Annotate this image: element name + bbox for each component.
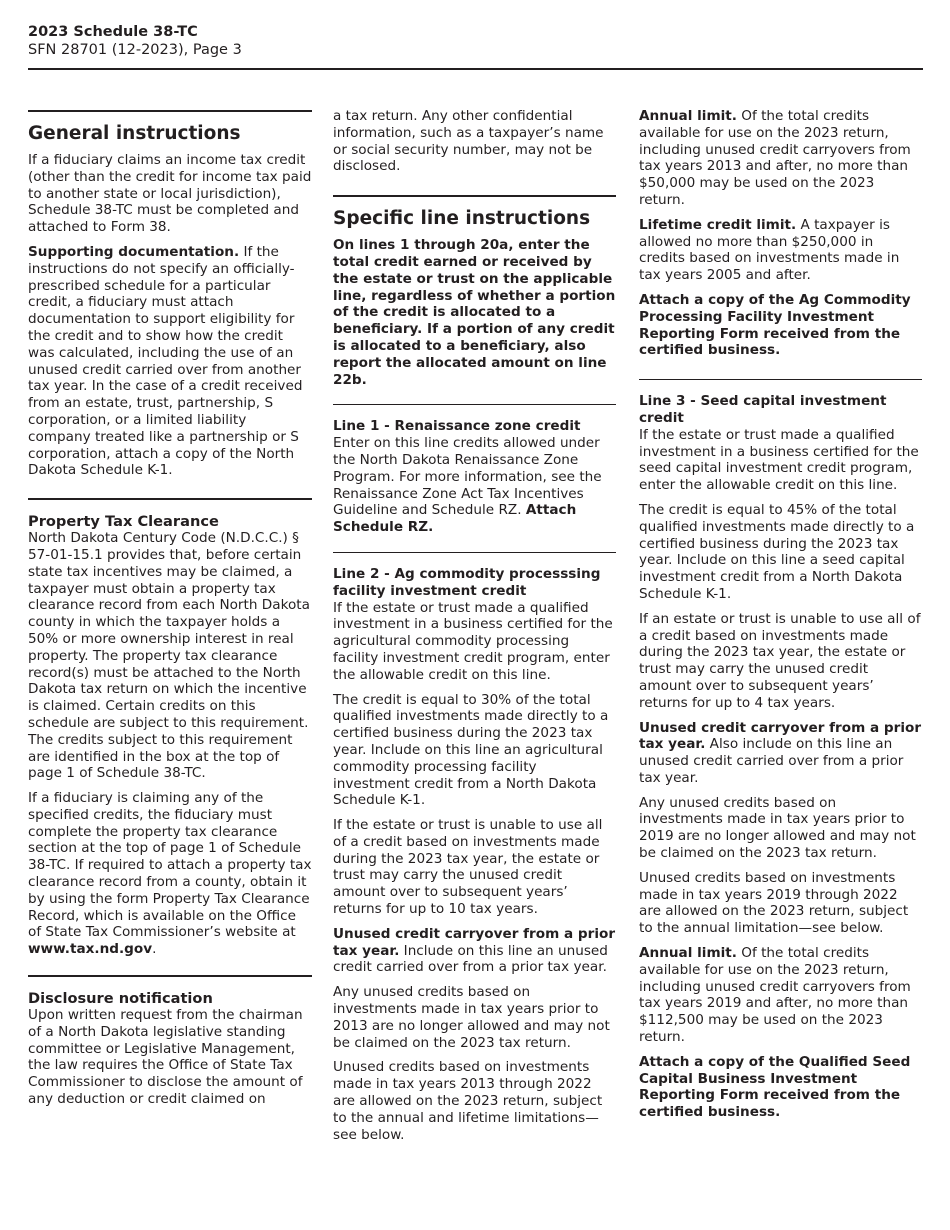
line-3-text-1: If the estate or trust made a qualified investment in a business certified for the seed capital investment credit program, enter the allowable credit on this line. bbox=[639, 426, 919, 494]
line-3-text-3: If an estate or trust is unable to use all of a credit based on investments made during the 2023 tax year, the estate or trust may carry the unused credit amount over to subsequent years’ returns for up to 4 tax years. bbox=[639, 610, 921, 711]
line-divider bbox=[639, 379, 922, 380]
annual-limit-text: Annual limit. Of the total credits available for use on the 2023 return, including unused credit carryovers from tax years 2013 and after, no more than $50,000 may be used on the 2023 return. bbox=[639, 108, 911, 208]
section-divider bbox=[333, 195, 616, 197]
section-divider bbox=[28, 498, 312, 500]
property-tax-clearance-text-2: If a fiduciary is claiming any of the specified credits, the fiduciary must complete the property tax clearance section at the top of page 1 of Schedule 38-TC. If required to attach a property tax clearance record from a county, obtain it by using the form Property Tax Clearance Record, which is available on the Office of State Tax Commissioner’s website at www.tax.nd.gov. bbox=[28, 790, 312, 958]
general-instructions-text: If a fiduciary claims an income tax credit (other than the credit for income tax paid to another state or local jurisdiction), Schedule 38-TC must be completed and attached to Form 38. bbox=[28, 152, 312, 236]
line-1-heading: Line 1 - Renaissance zone credit bbox=[333, 418, 581, 435]
property-tax-clearance-heading: Property Tax Clearance bbox=[28, 513, 219, 531]
specific-line-instructions-text: On lines 1 through 20a, enter the total credit earned or received by the estate or trust on the applicable line, regardless of whether a portion of the credit is allocated to a beneficiary. If a portion of any credit is allocated to a beneficiary, also report the allocated amount on line 22b. bbox=[333, 237, 616, 388]
lifetime-limit-text: Lifetime credit limit. A taxpayer is allowed no more than $250,000 in credits based on investments made in tax years 2005 and after. bbox=[639, 216, 900, 284]
disclosure-continued-text: a tax return. Any other confidential information, such as a taxpayer’s name or social security number, may not be disclosed. bbox=[333, 108, 604, 175]
line-2-text-2: The credit is equal to 30% of the total qualified investments made directly to a certified business during the 2023 tax year. Include on this line an agricultural commodity processing facility investment credit from a North Dakota Schedule K-1. bbox=[333, 691, 609, 809]
line-3-carryover-text: Unused credit carryover from a prior tax year. Also include on this line an unused credit carried over from a prior tax year. bbox=[639, 719, 922, 786]
line-2-text-6: Unused credits based on investments made in tax years 2013 through 2022 are allowed on the 2023 return, subject to the annual and lifetime limitations—see below. bbox=[333, 1059, 603, 1143]
supporting-documentation-text: Supporting documentation. If the instructions do not specify an officially-prescribed schedule for a particular credit, a fiduciary must attach documentation to support eligibility for the credit and to show how the credit was calculated, including the use of an unused credit carried over from another tax year. In the case of a credit received from an estate, trust, partnership, S corporation, or a limited liability company treated like a partnership or S corporation, attach a copy of the North Dakota Schedule K-1. bbox=[28, 243, 303, 479]
line-2-heading: Line 2 - Ag commodity processsing facility investment credit bbox=[333, 565, 601, 599]
line-3-text-2: The credit is equal to 45% of the total qualified investments made directly to a certified business during the 2023 tax year. Include on this line a seed capital investment credit from a North Dakota Schedule K-1. bbox=[639, 501, 915, 602]
line-3-annual-limit-text: Annual limit. Of the total credits available for use on the 2023 return, including unused credit carryovers from tax years 2019 and after, no more than $112,500 may be used on the 2023 return. bbox=[639, 945, 911, 1046]
section-divider bbox=[28, 110, 312, 112]
supporting-documentation-lead: Supporting documentation. bbox=[28, 243, 240, 260]
line-3-text-5: Any unused credits based on investments made in tax years prior to 2019 are no longer allowed and may not be claimed on the 2023 tax return. bbox=[639, 794, 916, 862]
form-subtitle: SFN 28701 (12-2023), Page 3 bbox=[28, 42, 242, 58]
column-2 bbox=[333, 96, 616, 1151]
tax-website-link[interactable]: www.tax.nd.gov bbox=[28, 941, 153, 958]
line-2-text-5: Any unused credits based on investments made in tax years prior to 2013 are no longer allowed and may not be claimed on the 2023 tax return. bbox=[333, 984, 610, 1051]
general-instructions-heading: General instructions bbox=[28, 123, 241, 144]
form-title: 2023 Schedule 38-TC bbox=[28, 24, 198, 40]
disclosure-notification-heading: Disclosure notification bbox=[28, 990, 213, 1008]
line-1-text: Enter on this line credits allowed under the North Dakota Renaissance Zone Program. For more information, see the Renaissance Zone Act Tax Incentives Guideline and Schedule RZ. Attach Schedule RZ. bbox=[333, 435, 602, 536]
header-divider bbox=[28, 68, 923, 70]
line-2-text-3: If the estate or trust is unable to use all of a credit based on investments made during the 2023 tax year, the estate or trust may carry the unused credit amount over to subsequent years’ returns for up to 10 tax years. bbox=[333, 817, 603, 918]
line-2-carryover-text: Unused credit carryover from a prior tax year. Include on this line an unused credit carried over from a prior tax year. bbox=[333, 925, 616, 976]
line-divider bbox=[333, 404, 616, 405]
property-tax-clearance-text: North Dakota Century Code (N.D.C.C.) § 57-01-15.1 provides that, before certain state tax incentives may be claimed, a taxpayer must obtain a property tax clearance record from each North Dakota county in which the taxpayer holds a 50% or more ownership interest in real property. The property tax clearance record(s) must be attached to the North Dakota tax return on which the incentive is claimed. Certain credits on this schedule are subject to this requirement. The credits subject to this requirement are identified in the box at the top of page 1 of Schedule 38-TC. bbox=[28, 530, 310, 782]
column-1 bbox=[28, 96, 312, 1116]
attach-seed-capital-text: Attach a copy of the Qualified Seed Capital Business Investment Reporting Form received from the certified business. bbox=[639, 1053, 911, 1121]
line-3-heading: Line 3 - Seed capital investment credit bbox=[639, 393, 887, 426]
line-3-text-6: Unused credits based on investments made in tax years 2019 through 2022 are allowed on the 2023 return, subject to the annual limitation—see below. bbox=[639, 869, 909, 937]
line-divider bbox=[333, 552, 616, 553]
disclosure-notification-text: Upon written request from the chairman of a North Dakota legislative standing committee or Legislative Management, the law requires the Office of State Tax Commissioner to disclose the amount of any deduction or credit claimed on bbox=[28, 1007, 303, 1108]
section-divider bbox=[28, 975, 312, 977]
column-3 bbox=[639, 96, 922, 1129]
line-2-text-1: If the estate or trust made a qualified investment in a business certified for the agricultural commodity processing facility investment credit program, enter the allowable credit on this line. bbox=[333, 599, 613, 683]
attach-ag-commodity-text: Attach a copy of the Ag Commodity Processing Facility Investment Reporting Form received from the certified business. bbox=[639, 291, 911, 359]
specific-line-instructions-heading: Specific line instructions bbox=[333, 208, 591, 230]
page-header bbox=[28, 24, 242, 59]
